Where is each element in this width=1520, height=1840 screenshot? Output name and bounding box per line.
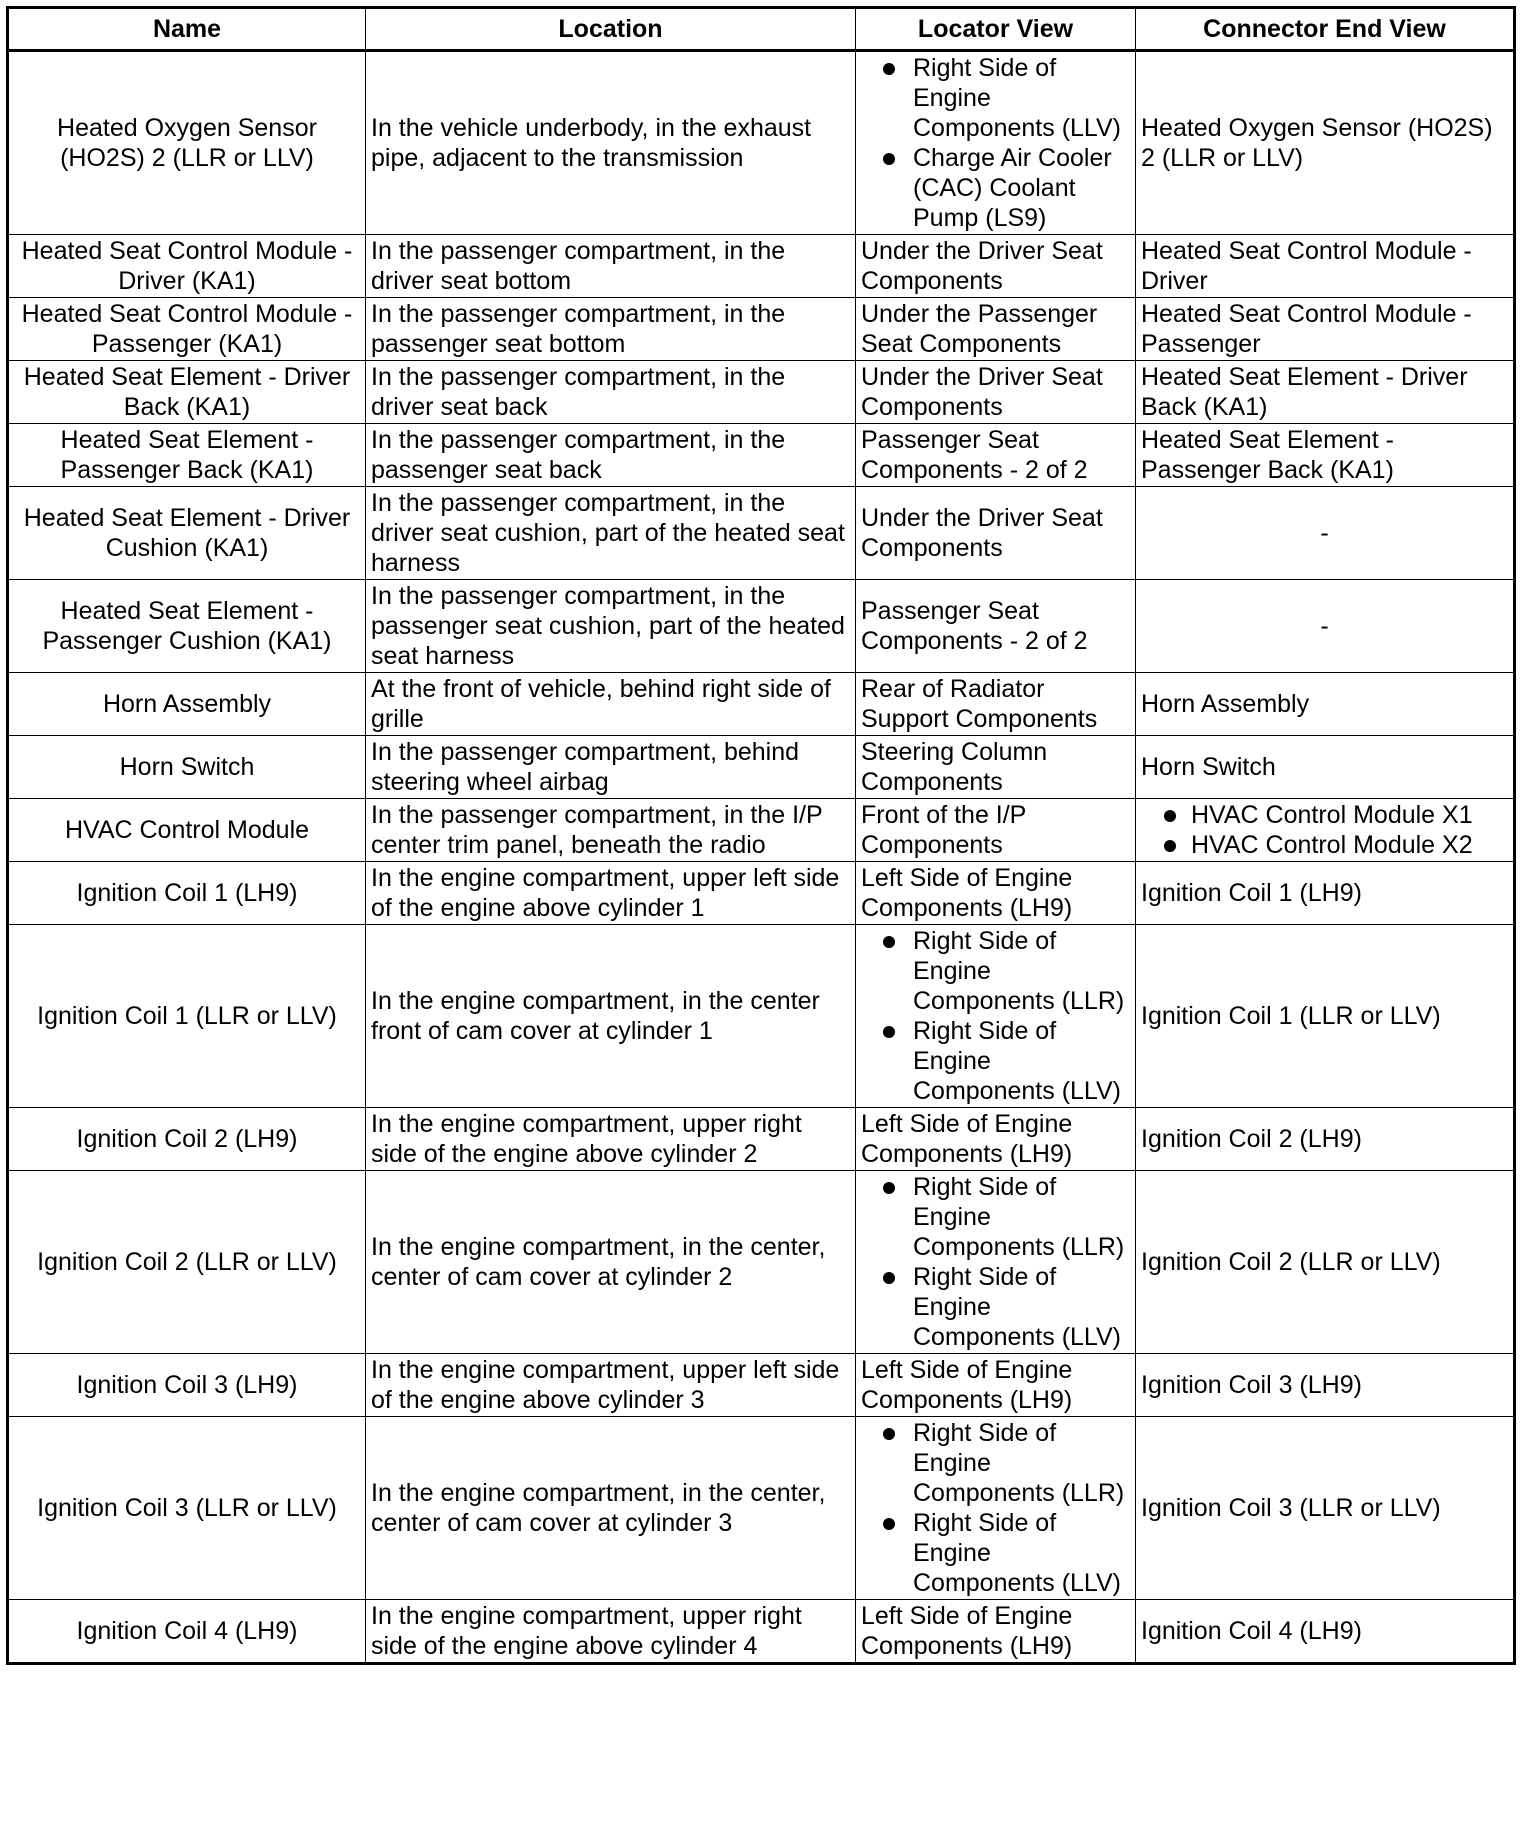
table-row <box>8 1417 1515 1600</box>
table-row <box>8 799 1515 862</box>
cell-connector-end-view: Ignition Coil 4 (LH9) <box>1136 1600 1515 1664</box>
cell-name: Heated Oxygen Sensor (HO2S) 2 (LLR or LLV) <box>8 51 366 235</box>
cell-locator-view-list <box>861 1172 1130 1352</box>
cell-connector-end-view: Heated Seat Element - Passenger Back (KA1) <box>1136 424 1515 487</box>
header-location: Location <box>366 8 856 51</box>
cell-locator-view: Under the Driver Seat Components <box>856 235 1136 298</box>
list-item: Right Side of Engine Components (LLV) <box>861 53 1130 143</box>
list-item: Charge Air Cooler (CAC) Coolant Pump (LS9) <box>861 143 1130 233</box>
table-row <box>8 361 1515 424</box>
cell-connector-end-view-list <box>1141 800 1508 860</box>
cell-locator-view: Front of the I/P Components <box>856 799 1136 862</box>
cell-connector-end-view: Horn Switch <box>1136 736 1515 799</box>
cell-location: In the engine compartment, upper left side of the engine above cylinder 1 <box>366 862 856 925</box>
cell-connector-end-view: - <box>1136 580 1515 673</box>
table-row <box>8 1108 1515 1171</box>
table-row <box>8 862 1515 925</box>
cell-location: In the engine compartment, upper left side of the engine above cylinder 3 <box>366 1354 856 1417</box>
cell-location: In the engine compartment, in the center, center of cam cover at cylinder 2 <box>366 1171 856 1354</box>
cell-locator-view-list <box>861 53 1130 233</box>
cell-name: Ignition Coil 1 (LH9) <box>8 862 366 925</box>
cell-location: In the passenger compartment, in the I/P center trim panel, beneath the radio <box>366 799 856 862</box>
cell-name: Heated Seat Control Module - Passenger (KA1) <box>8 298 366 361</box>
list-item: Right Side of Engine Components (LLV) <box>861 1262 1130 1352</box>
cell-name: Horn Switch <box>8 736 366 799</box>
cell-name: HVAC Control Module <box>8 799 366 862</box>
table-row <box>8 1600 1515 1664</box>
cell-connector-end-view: Heated Oxygen Sensor (HO2S) 2 (LLR or LLV) <box>1136 51 1515 235</box>
cell-name: Ignition Coil 1 (LLR or LLV) <box>8 925 366 1108</box>
table-row <box>8 673 1515 736</box>
table-row <box>8 1354 1515 1417</box>
cell-connector-end-view: Heated Seat Control Module - Passenger <box>1136 298 1515 361</box>
cell-name: Ignition Coil 4 (LH9) <box>8 1600 366 1664</box>
list-item: Right Side of Engine Components (LLR) <box>861 1172 1130 1262</box>
cell-name: Heated Seat Element - Driver Cushion (KA1) <box>8 487 366 580</box>
table-row <box>8 487 1515 580</box>
cell-name: Heated Seat Element - Driver Back (KA1) <box>8 361 366 424</box>
cell-location: In the passenger compartment, behind steering wheel airbag <box>366 736 856 799</box>
cell-locator-view <box>856 51 1136 235</box>
list-item: HVAC Control Module X2 <box>1141 830 1508 860</box>
cell-name: Horn Assembly <box>8 673 366 736</box>
cell-name: Ignition Coil 3 (LLR or LLV) <box>8 1417 366 1600</box>
list-item: Right Side of Engine Components (LLR) <box>861 1418 1130 1508</box>
cell-name: Ignition Coil 3 (LH9) <box>8 1354 366 1417</box>
cell-locator-view: Left Side of Engine Components (LH9) <box>856 1354 1136 1417</box>
cell-location: In the vehicle underbody, in the exhaust pipe, adjacent to the transmission <box>366 51 856 235</box>
cell-location: In the engine compartment, upper right side of the engine above cylinder 4 <box>366 1600 856 1664</box>
cell-name: Ignition Coil 2 (LLR or LLV) <box>8 1171 366 1354</box>
cell-name: Heated Seat Element - Passenger Back (KA1) <box>8 424 366 487</box>
cell-location: In the passenger compartment, in the driver seat back <box>366 361 856 424</box>
cell-connector-end-view <box>1136 799 1515 862</box>
cell-connector-end-view: Heated Seat Element - Driver Back (KA1) <box>1136 361 1515 424</box>
cell-connector-end-view: Horn Assembly <box>1136 673 1515 736</box>
component-locator-table <box>6 6 1516 1665</box>
list-item: Right Side of Engine Components (LLV) <box>861 1016 1130 1106</box>
cell-locator-view <box>856 925 1136 1108</box>
cell-location: At the front of vehicle, behind right side of grille <box>366 673 856 736</box>
cell-locator-view-list <box>861 1418 1130 1598</box>
list-item: HVAC Control Module X1 <box>1141 800 1508 830</box>
cell-locator-view: Left Side of Engine Components (LH9) <box>856 1600 1136 1664</box>
cell-locator-view: Left Side of Engine Components (LH9) <box>856 1108 1136 1171</box>
table-row <box>8 235 1515 298</box>
cell-locator-view <box>856 1417 1136 1600</box>
cell-locator-view: Under the Driver Seat Components <box>856 361 1136 424</box>
cell-locator-view: Under the Driver Seat Components <box>856 487 1136 580</box>
cell-location: In the passenger compartment, in the driver seat bottom <box>366 235 856 298</box>
table-header-row <box>8 8 1515 51</box>
cell-location: In the passenger compartment, in the passenger seat cushion, part of the heated seat harness <box>366 580 856 673</box>
cell-name: Heated Seat Element - Passenger Cushion (KA1) <box>8 580 366 673</box>
header-connector-end-view: Connector End View <box>1136 8 1515 51</box>
cell-locator-view: Passenger Seat Components - 2 of 2 <box>856 424 1136 487</box>
table-row <box>8 925 1515 1108</box>
cell-locator-view: Left Side of Engine Components (LH9) <box>856 862 1136 925</box>
table-row <box>8 736 1515 799</box>
header-name: Name <box>8 8 366 51</box>
table-row <box>8 580 1515 673</box>
cell-locator-view: Under the Passenger Seat Components <box>856 298 1136 361</box>
cell-name: Ignition Coil 2 (LH9) <box>8 1108 366 1171</box>
table-row <box>8 424 1515 487</box>
list-item: Right Side of Engine Components (LLR) <box>861 926 1130 1016</box>
cell-connector-end-view: Ignition Coil 2 (LH9) <box>1136 1108 1515 1171</box>
cell-location: In the engine compartment, in the center, center of cam cover at cylinder 3 <box>366 1417 856 1600</box>
cell-location: In the engine compartment, in the center front of cam cover at cylinder 1 <box>366 925 856 1108</box>
cell-connector-end-view: Ignition Coil 3 (LH9) <box>1136 1354 1515 1417</box>
cell-locator-view: Steering Column Components <box>856 736 1136 799</box>
cell-connector-end-view: Heated Seat Control Module - Driver <box>1136 235 1515 298</box>
table-row <box>8 1171 1515 1354</box>
cell-locator-view: Passenger Seat Components - 2 of 2 <box>856 580 1136 673</box>
cell-location: In the passenger compartment, in the passenger seat bottom <box>366 298 856 361</box>
cell-locator-view <box>856 1171 1136 1354</box>
cell-connector-end-view: Ignition Coil 2 (LLR or LLV) <box>1136 1171 1515 1354</box>
cell-locator-view: Rear of Radiator Support Components <box>856 673 1136 736</box>
header-locator-view: Locator View <box>856 8 1136 51</box>
list-item: Right Side of Engine Components (LLV) <box>861 1508 1130 1598</box>
table-row <box>8 51 1515 235</box>
cell-location: In the passenger compartment, in the passenger seat back <box>366 424 856 487</box>
cell-connector-end-view: Ignition Coil 1 (LH9) <box>1136 862 1515 925</box>
table-row <box>8 298 1515 361</box>
cell-connector-end-view: Ignition Coil 1 (LLR or LLV) <box>1136 925 1515 1108</box>
cell-location: In the passenger compartment, in the driver seat cushion, part of the heated seat harness <box>366 487 856 580</box>
cell-location: In the engine compartment, upper right side of the engine above cylinder 2 <box>366 1108 856 1171</box>
cell-locator-view-list <box>861 926 1130 1106</box>
cell-name: Heated Seat Control Module - Driver (KA1) <box>8 235 366 298</box>
component-locator-sheet <box>6 6 1513 1665</box>
cell-connector-end-view: - <box>1136 487 1515 580</box>
cell-connector-end-view: Ignition Coil 3 (LLR or LLV) <box>1136 1417 1515 1600</box>
